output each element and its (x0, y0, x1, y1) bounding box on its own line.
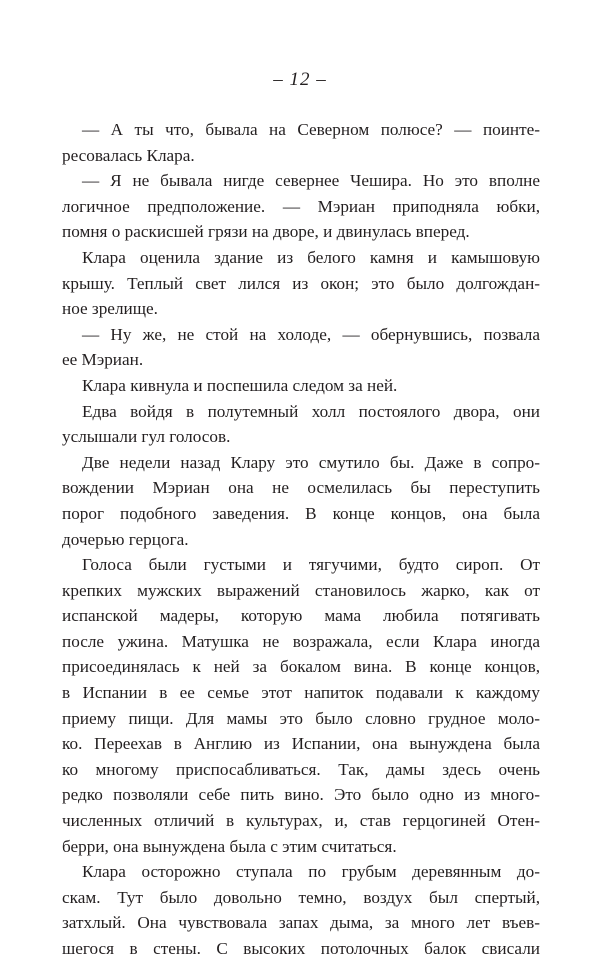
text-line: порог подобного заведения. В конце концов, она была (62, 503, 540, 523)
text-line: затхлый. Она чувствовала запах дыма, за много лет въев- (62, 913, 540, 933)
text-line: шегося в стены. С высоких потолочных балок свисали (62, 939, 540, 958)
text-line: Клара осторожно ступала по грубым деревянным до- (82, 862, 540, 882)
text-line: ко многому приспосабливаться. Так, дамы здесь очень (62, 759, 540, 779)
text-line: испанской мадеры, которую мама любила потягивать (62, 606, 540, 626)
text-line: в Испании в ее семье этот напиток подавали к каждому (62, 683, 540, 703)
page-number: – 12 – (273, 69, 327, 90)
text-line: редко позволяли себе пить вино. Это было одно из много- (62, 785, 540, 805)
text-line: крепких мужских выражений становилось жарко, как от (62, 580, 540, 600)
text-line: приему пищи. Для мамы это было словно грудное моло- (62, 708, 540, 728)
text-line: ее Мэриан. (62, 350, 144, 370)
text-line: присоединялась к ней за бокалом вина. В конце концов, (62, 657, 540, 677)
text-line: помня о раскисшей грязи на дворе, и двинулась вперед. (62, 222, 470, 242)
text-line: ресовалась Клара. (62, 145, 195, 165)
text-line: скам. Тут было довольно темно, воздух был спертый, (62, 887, 540, 907)
text-line: ное зрелище. (62, 299, 158, 319)
text-line: Клара оценила здание из белого камня и камышовую (82, 247, 540, 267)
text-line: берри, она вынуждена была с этим считаться. (62, 836, 397, 856)
text-line: — Ну же, не стой на холоде, — обернувшись, позвала (82, 324, 540, 344)
text-line: Голоса были густыми и тягучими, будто сироп. От (82, 555, 540, 575)
text-line: логичное предположение. — Мэриан приподняла юбки, (62, 196, 540, 216)
text-line: численных отличий в культурах, и, став герцогиней Отен- (62, 811, 540, 831)
text-line: Клара кивнула и поспешила следом за ней. (82, 375, 398, 395)
text-line: Едва войдя в полутемный холл постоялого двора, они (82, 401, 540, 421)
text-line: — А ты что, бывала на Северном полюсе? — поинте- (82, 120, 540, 139)
text-line: услышали гул голосов. (62, 427, 231, 447)
body-text (62, 117, 540, 962)
text-line: крышу. Теплый свет лился из окон; это было долгождан- (62, 273, 540, 293)
text-line: Две недели назад Клару это смутило бы. Даже в сопро- (82, 452, 540, 472)
text-line: вождении Мэриан она не осмелилась бы переступить (62, 478, 540, 498)
text-line: после ужина. Матушка не возражала, если Клара иногда (62, 631, 540, 651)
text-line: — Я не бывала нигде севернее Чешира. Но это вполне (82, 171, 540, 191)
text-line: ко. Переехав в Англию из Испании, она вынуждена была (62, 734, 540, 754)
text-line: дочерью герцога. (62, 529, 189, 549)
